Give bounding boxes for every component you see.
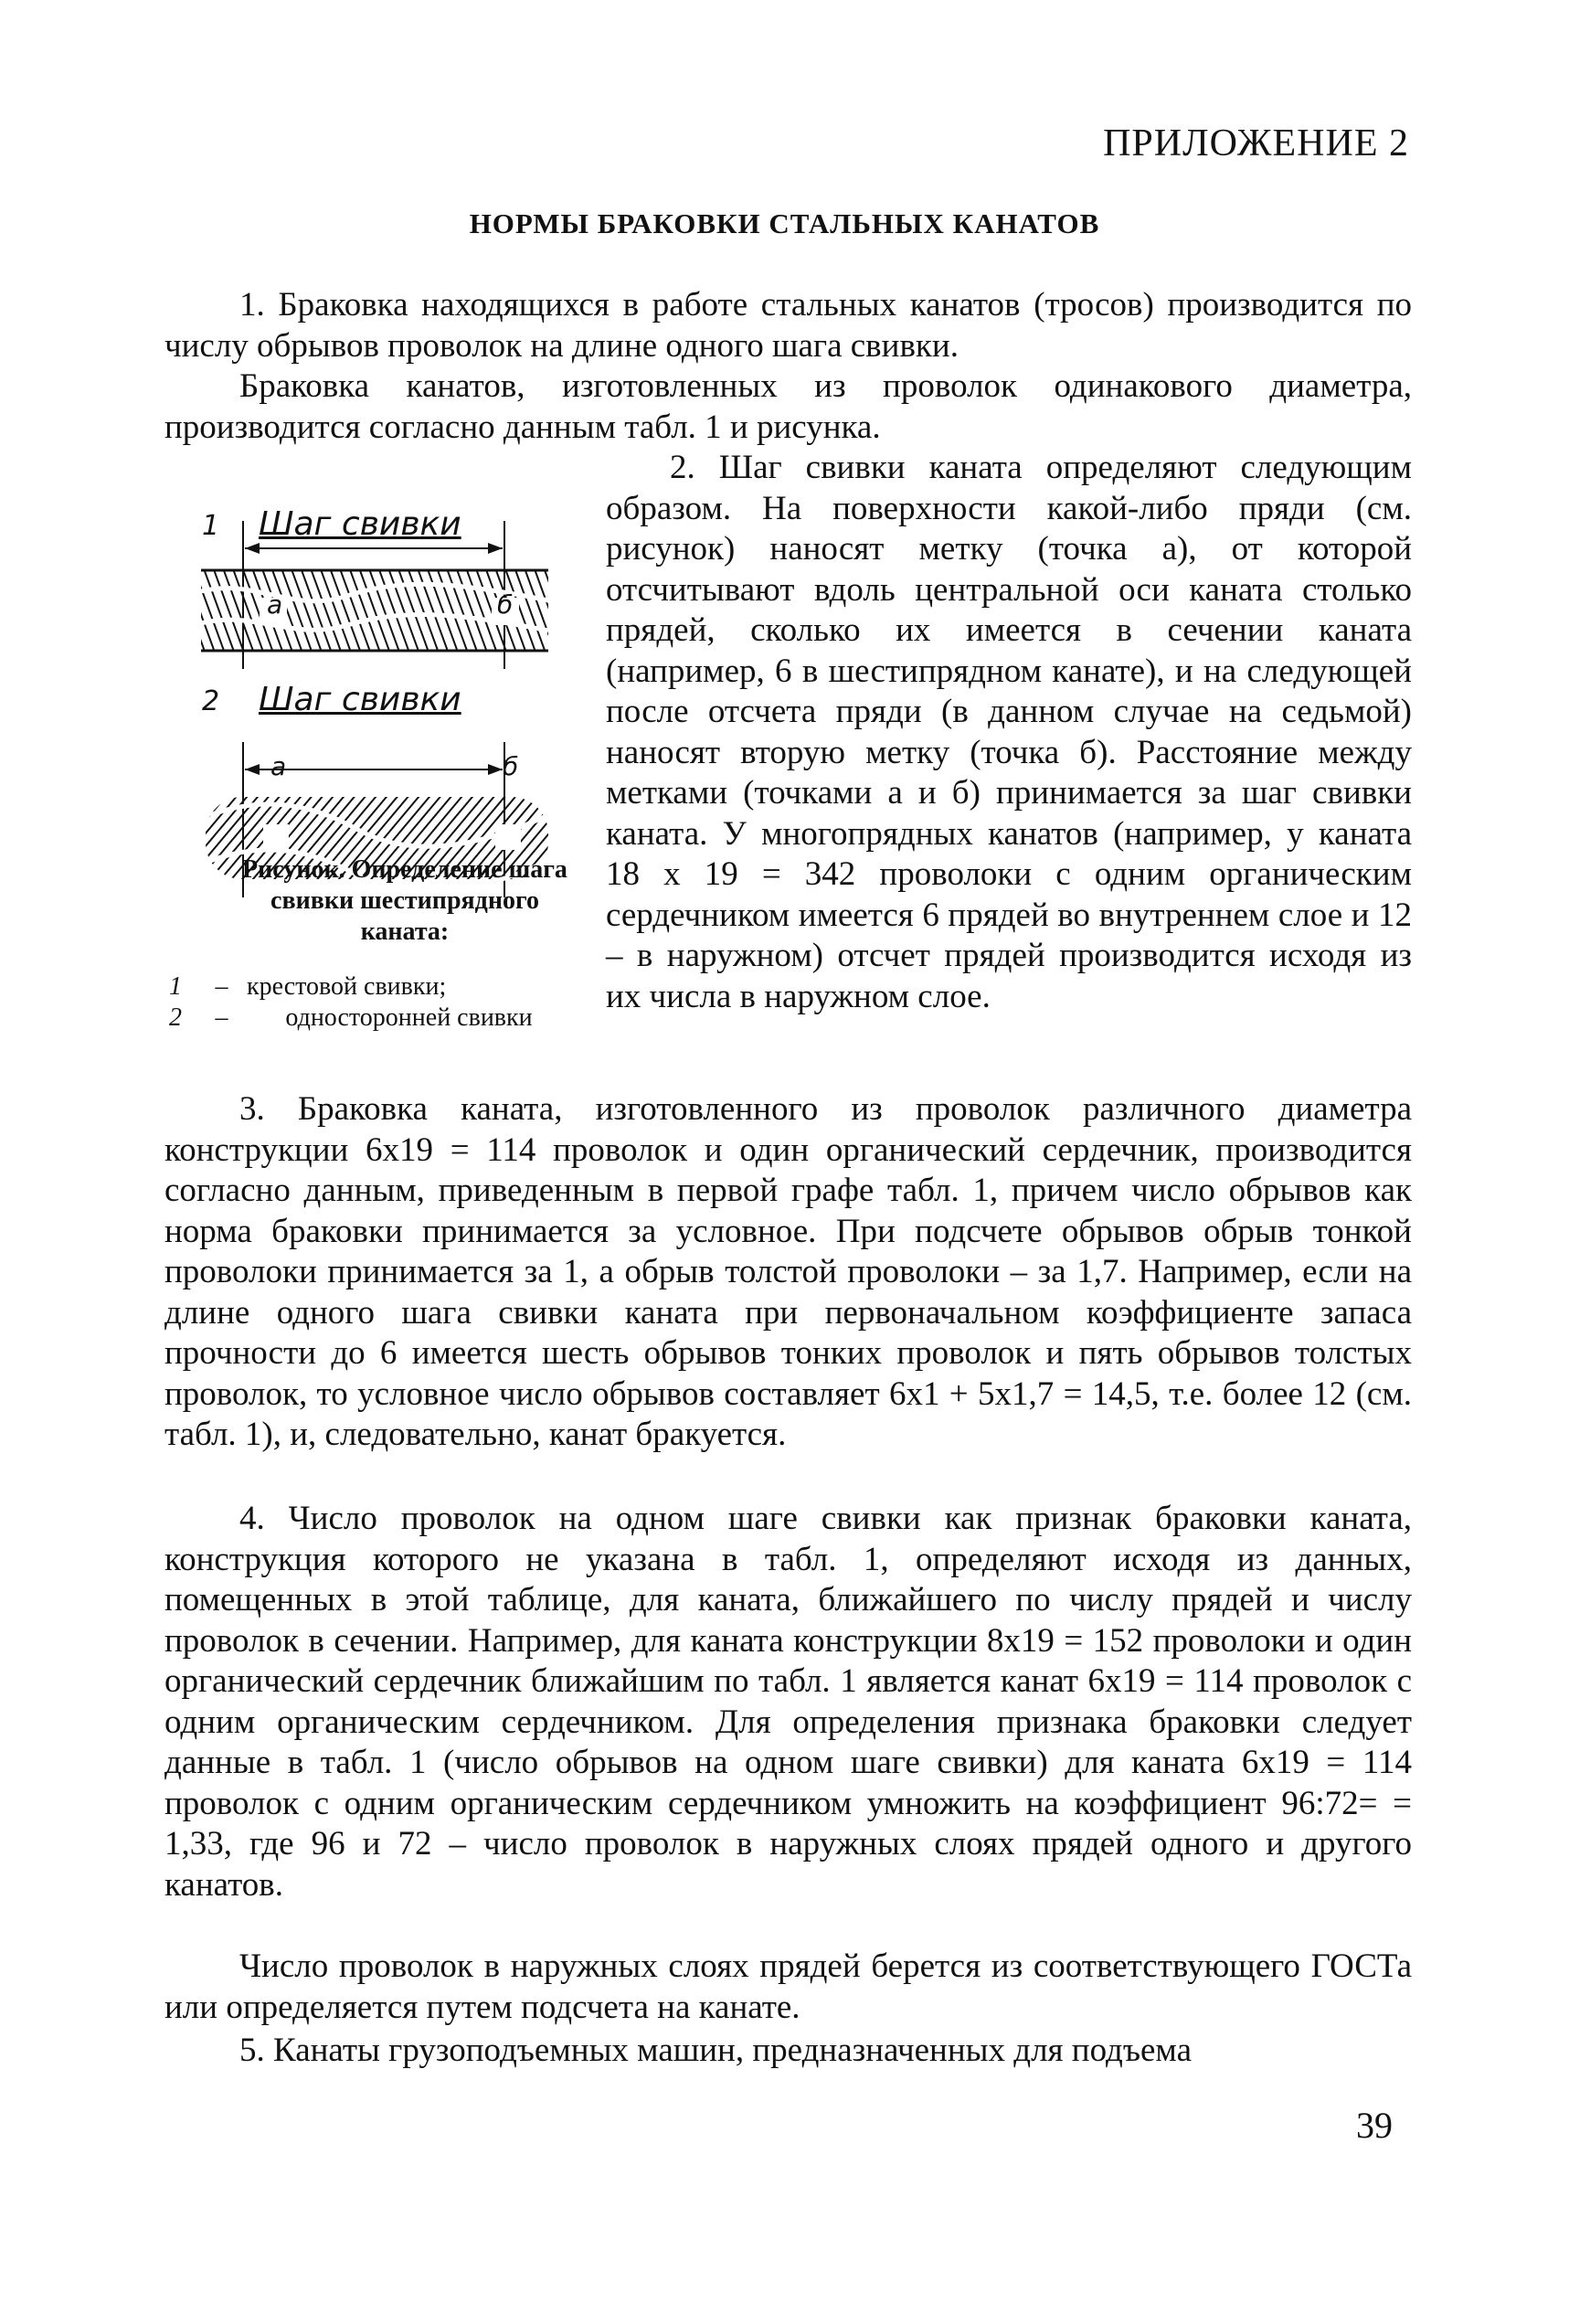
paragraph-5: 5. Канаты грузоподъемных машин, предназначенных для подъема bbox=[239, 2032, 1192, 2069]
paragraph-1b: Браковка канатов, изготовленных из проволок одинакового диаметра, производится согласно данным табл. 1 и рисунка. bbox=[164, 367, 1412, 446]
cross-lay-rope-illustration bbox=[201, 521, 548, 669]
figure-label-1: Шаг свивки bbox=[259, 505, 461, 543]
legend-text: крестовой свивки; bbox=[247, 972, 447, 1001]
figure-mark-b-1: б bbox=[497, 589, 514, 620]
paragraph-2: 2. Шаг свивки каната определяют следующим образом. На поверхности какой-либо пряди (см. рисунок) наносят метку (точка а), от которой отсчитывают вдоль центральной оси каната столько прядей, сколько их имеется в сечении каната (например, 6 в шестипрядном канате), и на следующей после отсчета пряди (в данном случае на седьмой) наносят вторую метку (точка б). Расстояние между метками (точками а и б) принимается за шаг свивки каната. У многопрядных канатов (например, у каната 18 х 19 = 342 проволоки с одним органическим сердечником имеется 6 прядей во внутреннем слое и 12 – в наружном) отсчет прядей производится исходя из их числа в наружном слое. bbox=[606, 449, 1412, 1015]
legend-item bbox=[169, 971, 571, 1003]
legend-dash: – bbox=[215, 1003, 228, 1032]
paragraph-4: 4. Число проволок на одном шаге свивки как признак браковки каната, конструкция которого не указана в табл. 1, определяют исходя из данных, помещенных в этой таблице, для каната, ближайшего по числу прядей и числу проволок в сечении. Например, для каната конструкции 8х19 = 152 проволоки и один органический сердечник ближайшим по табл. 1 является канат 6х19 = 114 проволок с одним органическим сердечником. Для определения признака браковки следует данные в табл. 1 (число обрывов на одном шаге свивки) для каната 6х19 = 114 проволок с одним органическим сердечником умножить на коэффициент 96:72= = 1,33, где 96 и 72 – число проволок в наружных слоях прядей одного и другого канатов. bbox=[164, 1500, 1412, 1904]
paragraph-4b: Число проволок в наружных слоях прядей берется из соответствующего ГОСТа или определяется путем подсчета на канате. bbox=[164, 1947, 1412, 2026]
figure-label-1-number: 1 bbox=[202, 510, 220, 542]
paragraph-1: 1. Браковка находящихся в работе стальных канатов (тросов) производится по числу обрывов проволок на длине одного шага свивки. bbox=[164, 286, 1412, 365]
legend-text: односторонней свивки bbox=[285, 1003, 533, 1032]
figure-mark-b-2: б bbox=[503, 751, 519, 781]
legend-number: 2 bbox=[169, 1003, 182, 1032]
legend-number: 1 bbox=[169, 972, 182, 1001]
figure-mark-a-1: а bbox=[267, 589, 283, 620]
appendix-label: ПРИЛОЖЕНИЕ 2 bbox=[1103, 122, 1409, 164]
legend-dash: – bbox=[215, 972, 228, 1001]
figure-label-2: Шаг свивки bbox=[259, 681, 461, 718]
legend-item bbox=[169, 1003, 571, 1034]
figure-caption: Рисунок. Определение шага свивки шестипрядного каната: bbox=[242, 855, 567, 946]
page-number: 39 bbox=[1356, 2105, 1393, 2146]
paragraph-3: 3. Браковка каната, изготовленного из проволок различного диаметра конструкции 6х19 = 114 проволок и один органический сердечник, производится согласно данным, приведенным в первой графе табл. 1, причем число обрывов как норма браковки принимается за условное. При подсчете обрывов обрыв тонкой проволоки принимается за 1, а обрыв толстой проволоки – за 1,7. Например, если на длине одного шага свивки каната при первоначальном коэффициенте запаса прочности до 6 имеется шесть обрывов тонких проволок и пять обрывов толстых проволок, то условное число обрывов составляет 6х1 + 5х1,7 = 14,5, т.е. более 12 (см. табл. 1), и, следовательно, канат бракуется. bbox=[164, 1090, 1412, 1453]
figure-mark-a-2: а bbox=[270, 751, 287, 781]
figure-label-2-number: 2 bbox=[202, 685, 220, 717]
figure-legend bbox=[169, 971, 571, 1034]
page-title: НОРМЫ БРАКОВКИ СТАЛЬНЫХ КАНАТОВ bbox=[469, 207, 1100, 239]
